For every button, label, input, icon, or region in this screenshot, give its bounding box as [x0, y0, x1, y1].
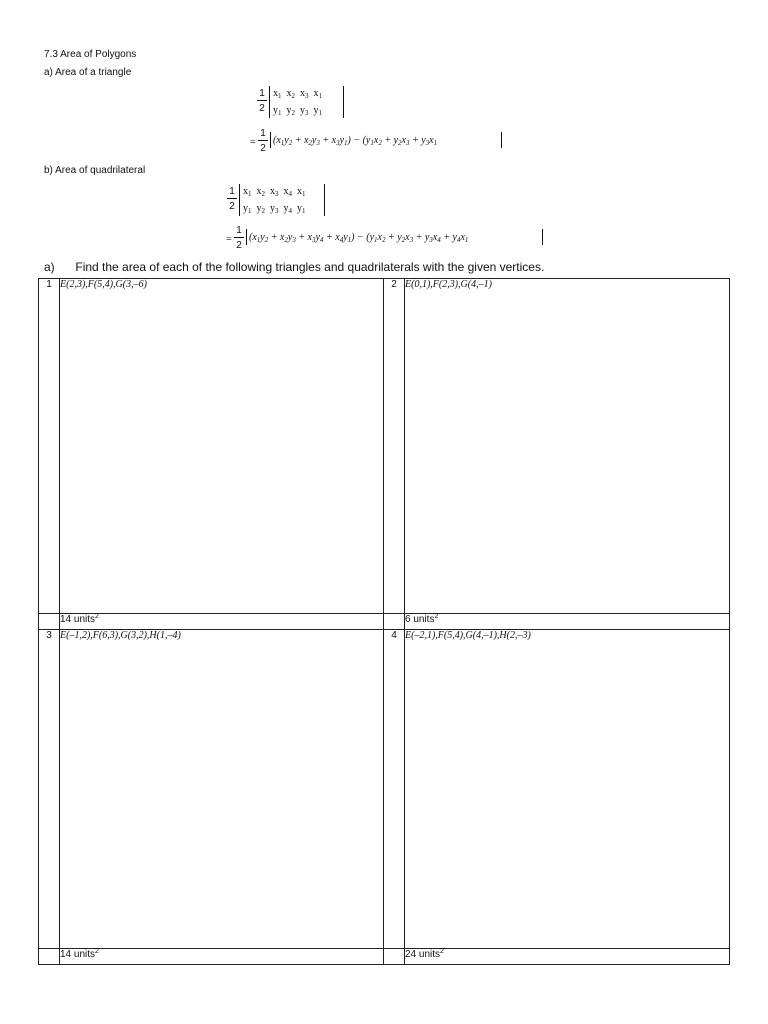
quad-abs-right-bar [542, 229, 543, 245]
answer-row-2 [39, 949, 730, 965]
quad-half-bar [227, 198, 237, 199]
quad-half-numerator: 1 [229, 186, 235, 197]
instruction-text: Find the area of each of the following triangles and quadrilaterals with the given vertices. [75, 260, 545, 274]
triangle-half2-denominator: 2 [260, 143, 266, 154]
problem-3-number: 3 [39, 630, 60, 949]
problems-table [38, 278, 730, 965]
instruction [44, 260, 544, 274]
problem-2-work-area[interactable] [405, 279, 730, 614]
problem-1-work-area[interactable] [60, 279, 384, 614]
problem-1-vertices: E(2,3),F(5,4),G(3,–6) [60, 279, 147, 290]
problem-2-answer: 6 units$^2$ [405, 614, 730, 630]
problem-1-answer: 14 units$^2$ [60, 614, 384, 630]
quad-det-right-bar [324, 184, 325, 216]
section-b-heading: b) Area of quadrilateral [44, 165, 146, 176]
triangle-half2-bar [258, 140, 268, 141]
triangle-det-left-bar [269, 86, 270, 118]
triangle-equals: = [250, 137, 256, 148]
problem-3-vertices: E(–1,2),F(6,3),G(3,2),H(1,–4) [60, 630, 181, 641]
quad-half2-denominator: 2 [236, 240, 242, 251]
problem-2-number: 2 [384, 279, 405, 614]
triangle-half2-numerator: 1 [260, 128, 266, 139]
quad-abs-left-bar [246, 229, 247, 245]
quad-half2-bar [234, 237, 244, 238]
quad-expansion: $(x_1y_2 + x_2y_3 + x_3y_4 + x_4y_1) - (y_1x_2 + y_2x_3 + y_3x_4 + y_4x_1$ [249, 232, 469, 244]
answer-1-spacer [39, 614, 60, 630]
triangle-abs-right-bar [501, 132, 502, 148]
triangle-det-right-bar [343, 86, 344, 118]
problem-4-vertices: E(–2,1),F(5,4),G(4,–1),H(2,–3) [405, 630, 531, 641]
problem-4-answer: 24 units$^2$ [405, 949, 730, 965]
triangle-half-bar [257, 100, 267, 101]
quad-det-bottom-row: $y_1$ $y_2$ $y_3$ $y_4$ $y_1$ [243, 203, 306, 215]
instruction-label: a) [44, 260, 55, 274]
triangle-half-denominator: 2 [259, 103, 265, 114]
problem-2-vertices: E(0,1),F(2,3),G(4,–1) [405, 279, 492, 290]
problem-3-work-area[interactable] [60, 630, 384, 949]
problem-3-answer: 14 units$^2$ [60, 949, 384, 965]
answer-4-spacer [384, 949, 405, 965]
answer-3-spacer [39, 949, 60, 965]
problem-4-number: 4 [384, 630, 405, 949]
problem-row-1 [39, 279, 730, 614]
triangle-half-numerator: 1 [259, 88, 265, 99]
answer-row-1 [39, 614, 730, 630]
quad-det-top-row: $x_1$ $x_2$ $x_3$ $x_4$ $x_1$ [243, 186, 306, 198]
problem-1-number: 1 [39, 279, 60, 614]
triangle-abs-left-bar [270, 132, 271, 148]
quad-half-denominator: 2 [229, 201, 235, 212]
section-a-heading: a) Area of a triangle [44, 67, 132, 78]
quad-det-left-bar [239, 184, 240, 216]
problem-4-work-area[interactable] [405, 630, 730, 949]
triangle-det-bottom-row: $y_1$ $y_2$ $y_3$ $y_1$ [273, 105, 322, 117]
triangle-det-top-row: $x_1$ $x_2$ $x_3$ $x_1$ [273, 88, 322, 100]
page-title: 7.3 Area of Polygons [44, 49, 137, 60]
quad-equals: = [226, 234, 232, 245]
answer-2-spacer [384, 614, 405, 630]
problem-row-2 [39, 630, 730, 949]
quad-half2-numerator: 1 [236, 225, 242, 236]
triangle-expansion: $(x_1y_2 + x_2y_3 + x_3y_1) - (y_1x_2 + y_2x_3 + y_3x_1$ [273, 135, 438, 147]
